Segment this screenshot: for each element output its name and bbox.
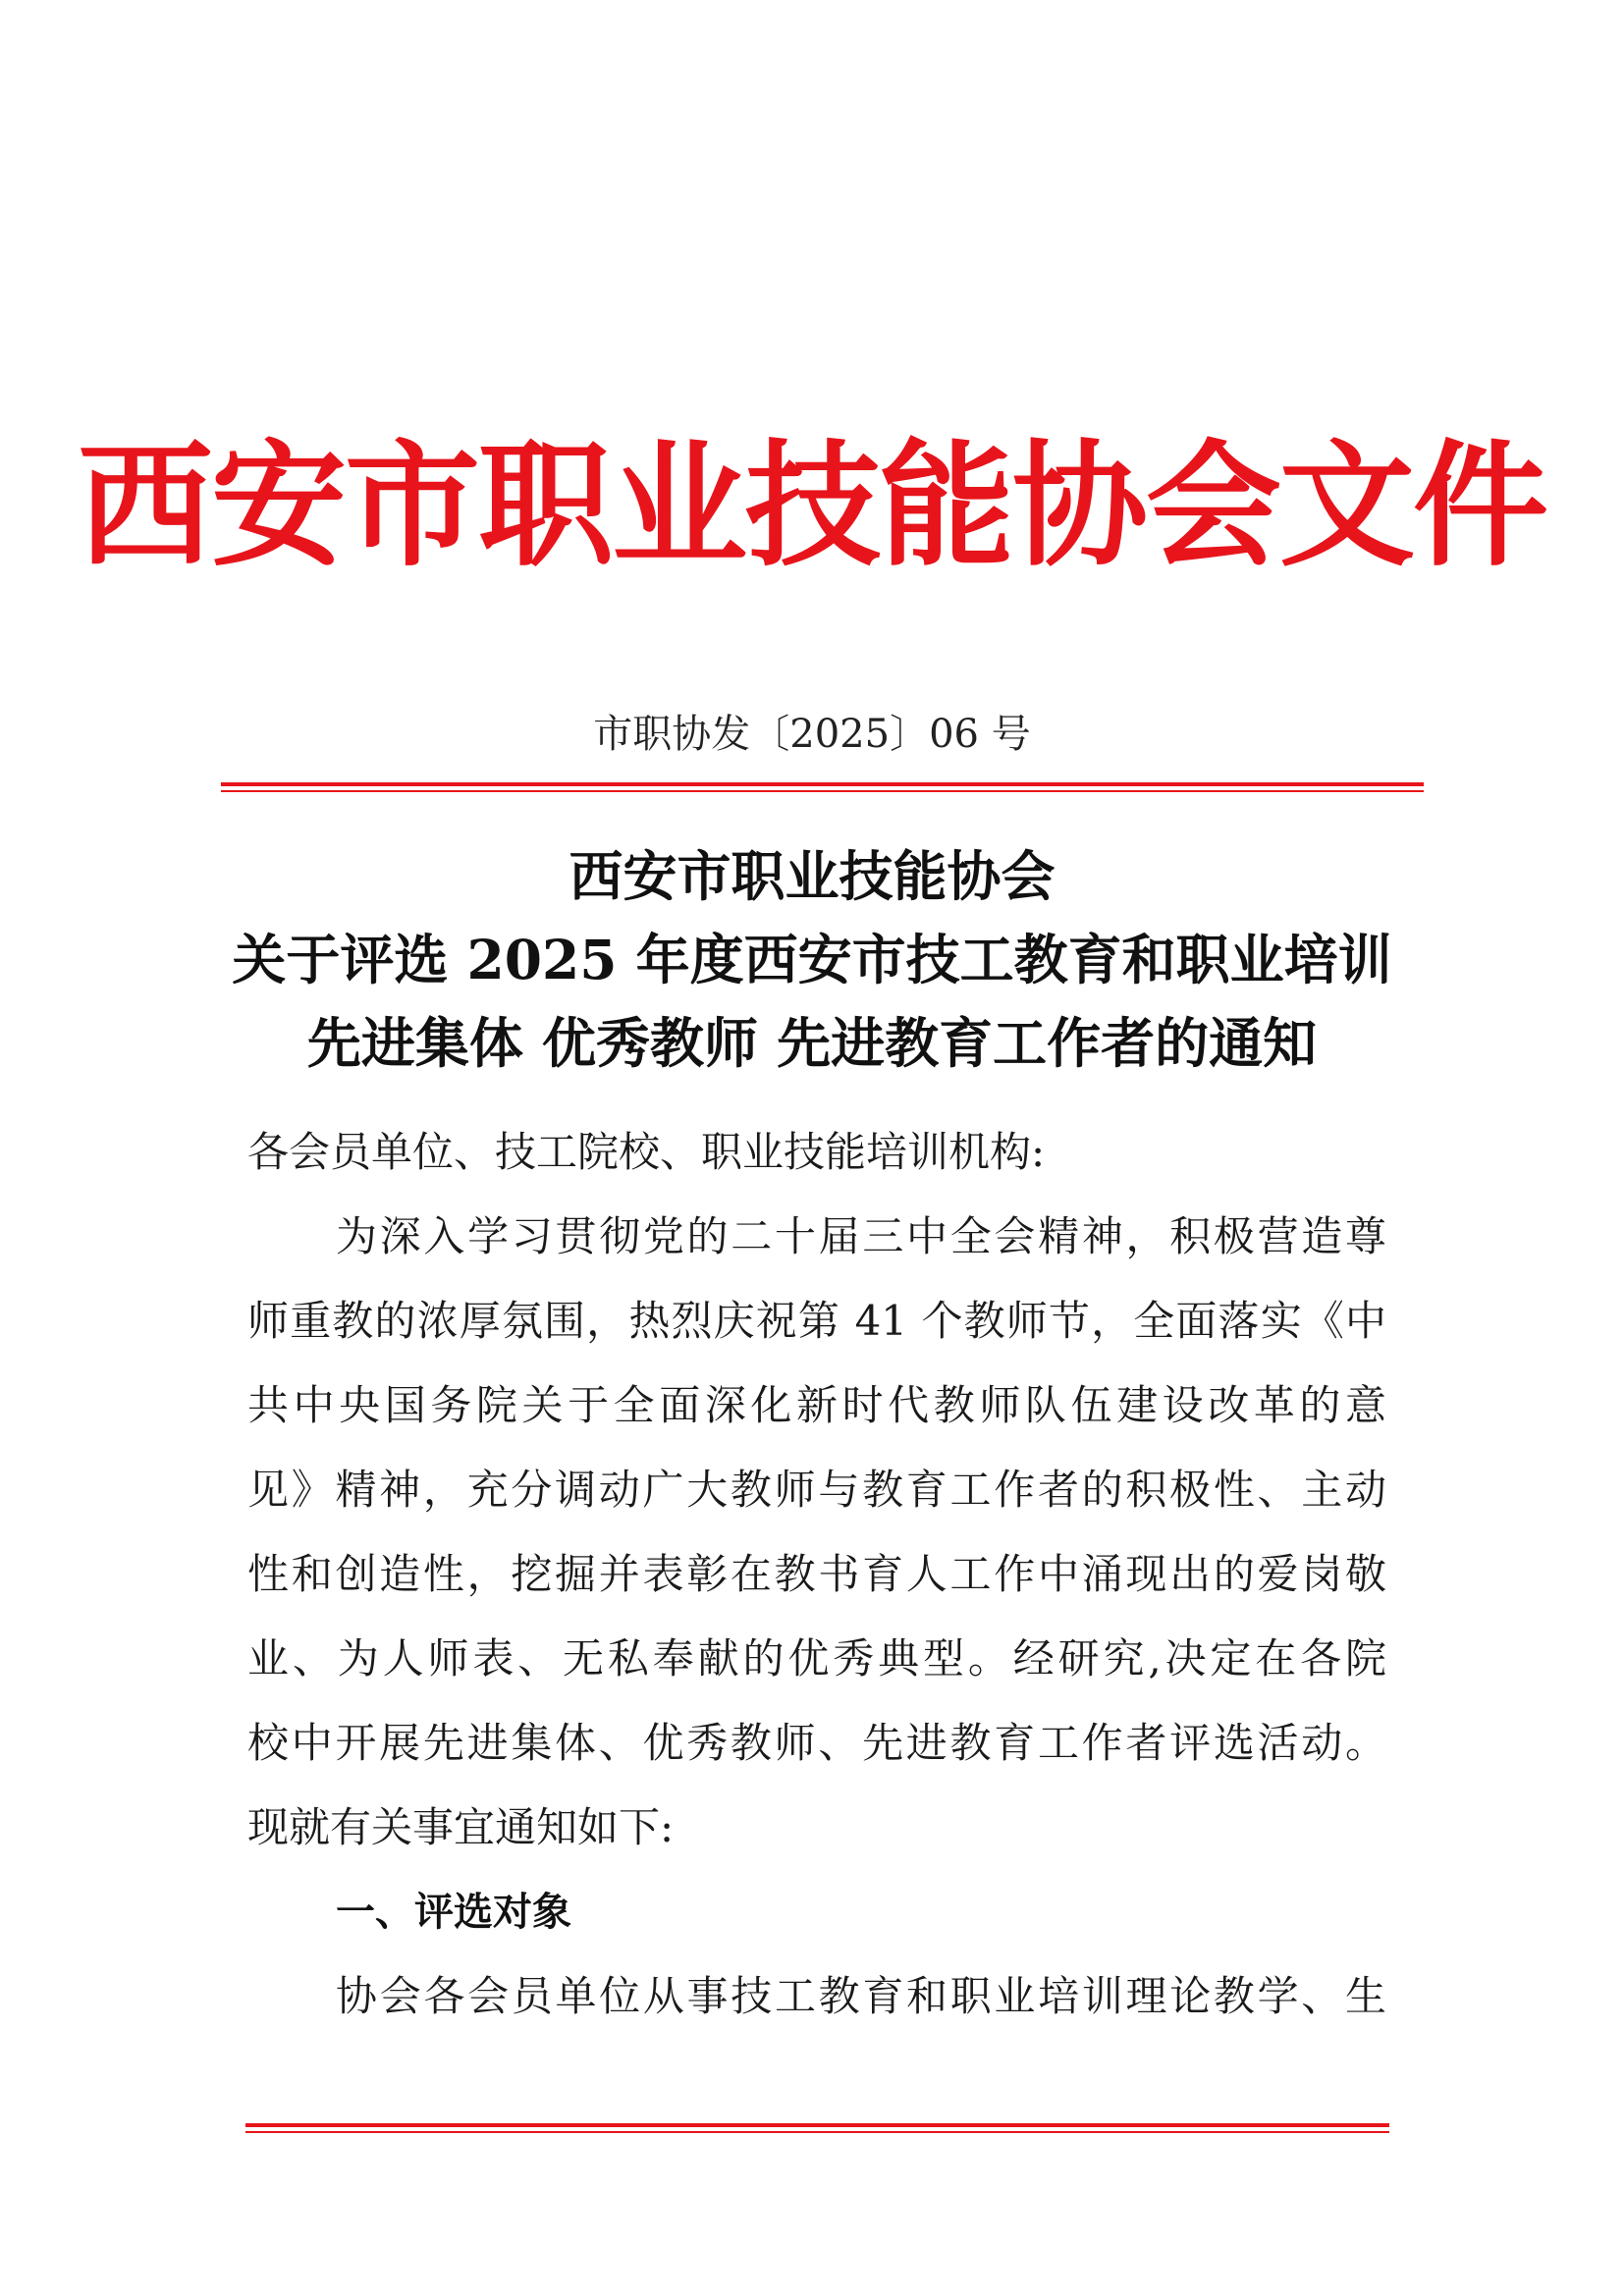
header-red-rule [221, 782, 1424, 786]
footer-red-rule [245, 2123, 1389, 2127]
title-line-1: 西安市职业技能协会 [568, 844, 1056, 908]
paragraph-line: 共中央国务院关于全面深化新时代教师队伍建设改革的意 [247, 1381, 1386, 1429]
paragraph-line: 现就有关事宜通知如下: [247, 1803, 675, 1851]
paragraph-line: 见》精神，充分调动广大教师与教育工作者的积极性、主动 [247, 1466, 1386, 1514]
paragraph-line: 校中开展先进集体、优秀教师、先进教育工作者评选活动。 [247, 1719, 1386, 1767]
paragraph-line: 为深入学习贯彻党的二十届三中全会精神，积极营造尊 [336, 1212, 1386, 1260]
notice-title [0, 834, 1624, 1085]
title-line-3: 先进集体 优秀教师 先进教育工作者的通知 [306, 1011, 1318, 1075]
paragraph-line: 性和创造性，挖掘并表彰在教书育人工作中涌现出的爱岗敬 [247, 1550, 1386, 1598]
paragraph-line: 师重教的浓厚氛围，热烈庆祝第 41 个教师节，全面落实《中 [247, 1297, 1386, 1345]
notice-body [247, 1110, 1386, 2039]
section-heading: 一、评选对象 [336, 1890, 571, 1935]
footer-red-rule-thin [245, 2131, 1389, 2133]
masthead-title: 西安市职业技能协会文件 [77, 425, 1546, 585]
title-line-2: 关于评选 2025 年度西安市技工教育和职业培训 [232, 928, 1392, 991]
document-number: 市职协发〔2025〕06 号 [593, 712, 1031, 757]
header-red-rule-thin [221, 790, 1424, 792]
salutation: 各会员单位、技工院校、职业技能培训机构: [247, 1128, 1046, 1176]
paragraph-line: 业、为人师表、无私奉献的优秀典型。经研究,决定在各院 [247, 1634, 1386, 1682]
paragraph-line: 协会各会员单位从事技工教育和职业培训理论教学、生 [336, 1972, 1386, 2020]
